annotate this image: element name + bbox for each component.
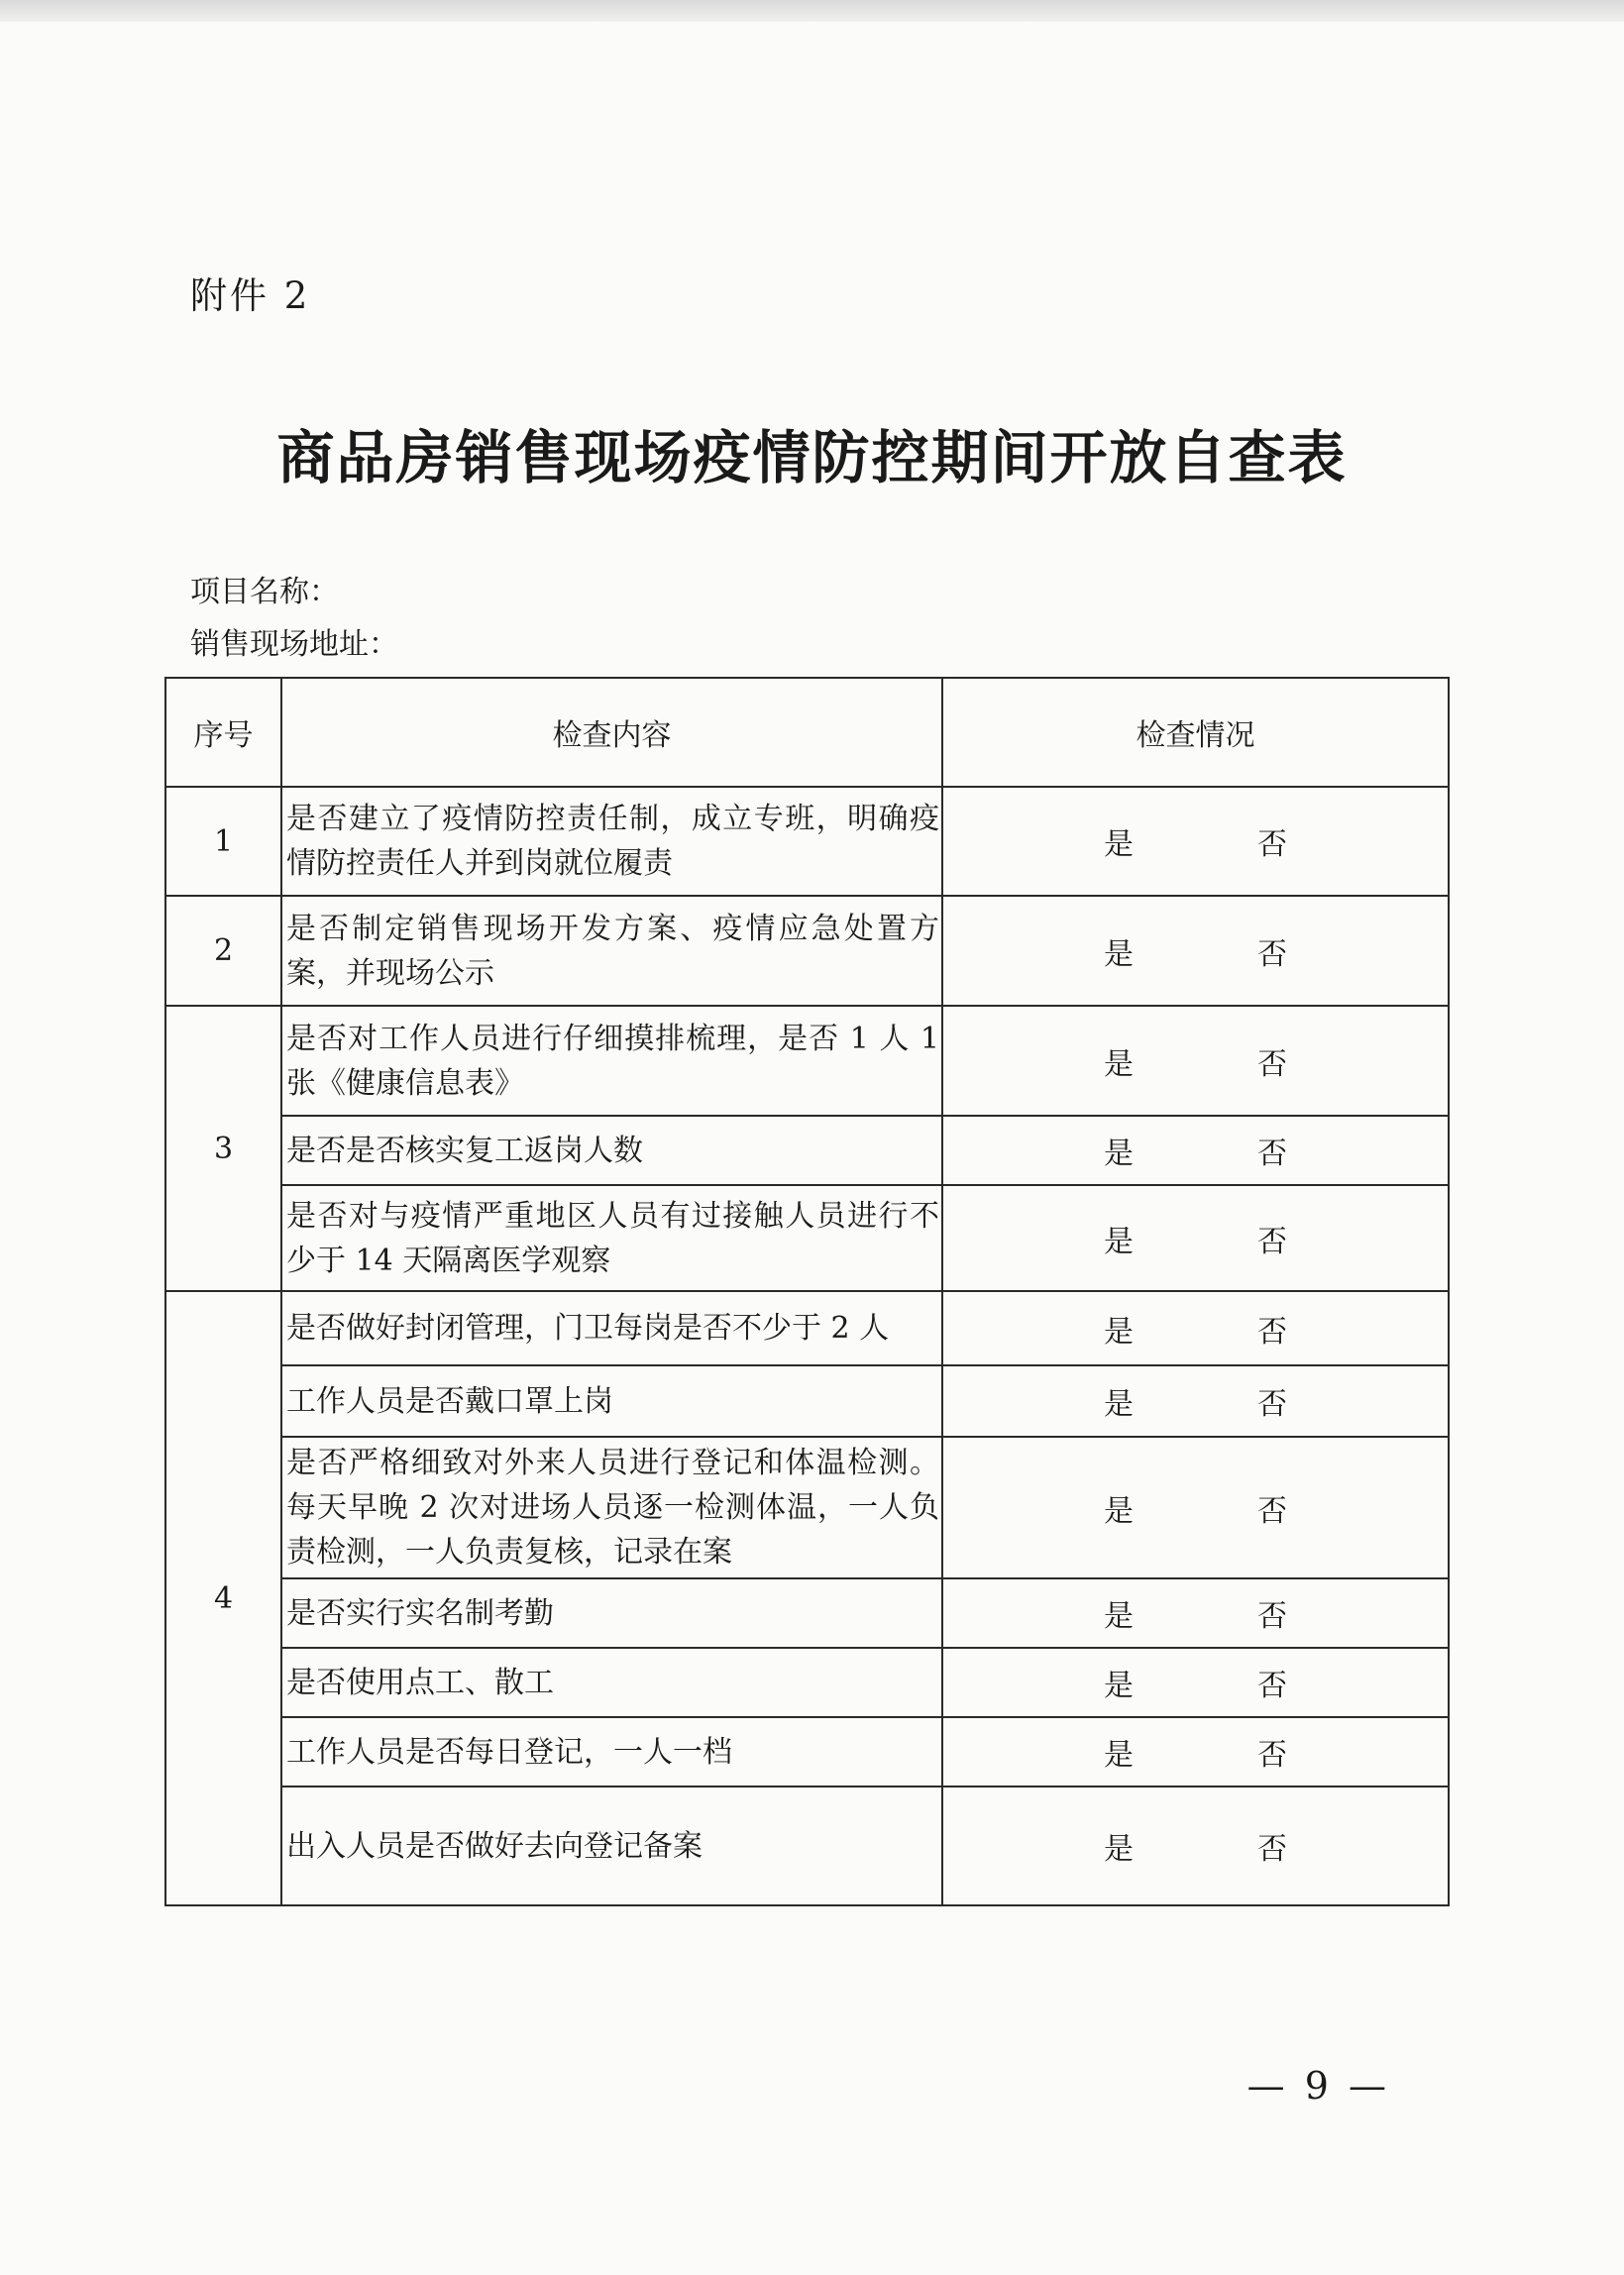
option-no[interactable]: 否	[1257, 827, 1287, 862]
check-content-cell: 是否严格细致对外来人员进行登记和体温检测。每天早晚 2 次对进场人员逐一检测体温，一人负责检测，一人负责复核，记录在案	[281, 1437, 942, 1578]
option-yes[interactable]: 是	[1104, 936, 1134, 972]
option-no[interactable]: 否	[1257, 1669, 1287, 1703]
table-row	[165, 1578, 1449, 1648]
option-yes[interactable]: 是	[1104, 1314, 1134, 1350]
self-check-table	[164, 677, 1450, 1906]
table-row	[165, 1116, 1449, 1185]
check-content-cell: 是否是否核实复工返岗人数	[281, 1116, 942, 1185]
check-content-cell: 出入人员是否做好去向登记备案	[281, 1787, 942, 1905]
check-status-cell	[942, 787, 1449, 896]
header-content: 检查内容	[281, 678, 942, 787]
option-no[interactable]: 否	[1257, 1314, 1287, 1350]
table-row	[165, 1648, 1449, 1717]
check-status-cell	[942, 1006, 1449, 1116]
option-no[interactable]: 否	[1257, 1738, 1287, 1773]
document-title: 商品房销售现场疫情防控期间开放自查表	[276, 424, 1348, 491]
table-row	[165, 1185, 1449, 1291]
header-status: 检查情况	[942, 678, 1449, 787]
check-status-cell	[942, 1291, 1449, 1365]
option-no[interactable]: 否	[1257, 1832, 1287, 1867]
check-content-cell: 是否使用点工、散工	[281, 1648, 942, 1717]
check-status-cell	[942, 896, 1449, 1006]
serial-number-cell: 4	[165, 1291, 281, 1905]
table-row	[165, 1291, 1449, 1365]
option-yes[interactable]: 是	[1104, 1832, 1134, 1867]
option-no[interactable]: 否	[1257, 1224, 1287, 1259]
table-header-row	[165, 678, 1449, 787]
option-yes[interactable]: 是	[1104, 1046, 1134, 1082]
serial-number-cell: 3	[165, 1006, 281, 1291]
scan-edge-shadow	[0, 0, 1624, 22]
check-content-cell: 是否建立了疫情防控责任制，成立专班，明确疫情防控责任人并到岗就位履责	[281, 787, 942, 896]
option-no[interactable]: 否	[1257, 1493, 1287, 1529]
check-status-cell	[942, 1717, 1449, 1787]
table-row	[165, 1437, 1449, 1578]
check-content-cell: 是否制定销售现场开发方案、疫情应急处置方案，并现场公示	[281, 896, 942, 1006]
option-yes[interactable]: 是	[1104, 1224, 1134, 1259]
check-status-cell	[942, 1116, 1449, 1185]
check-content-cell: 是否对工作人员进行仔细摸排梳理，是否 1 人 1 张《健康信息表》	[281, 1006, 942, 1116]
option-yes[interactable]: 是	[1104, 1493, 1134, 1529]
check-status-cell	[942, 1365, 1449, 1437]
table-row	[165, 1006, 1449, 1116]
check-status-cell	[942, 1648, 1449, 1717]
table-row	[165, 896, 1449, 1006]
option-no[interactable]: 否	[1257, 1599, 1287, 1634]
page-number: — 9 —	[1246, 2064, 1390, 2108]
check-status-cell	[942, 1437, 1449, 1578]
check-content-cell: 是否做好封闭管理，门卫每岗是否不少于 2 人	[281, 1291, 942, 1365]
check-content-cell: 工作人员是否戴口罩上岗	[281, 1365, 942, 1437]
site-address-label: 销售现场地址：	[190, 627, 398, 662]
option-no[interactable]: 否	[1257, 1137, 1287, 1171]
table-row	[165, 1787, 1449, 1905]
attachment-label: 附件 2	[190, 274, 311, 317]
option-yes[interactable]: 是	[1104, 1599, 1134, 1634]
header-serial: 序号	[165, 678, 281, 787]
option-no[interactable]: 否	[1257, 1387, 1287, 1422]
option-yes[interactable]: 是	[1104, 1669, 1134, 1703]
table-body	[165, 787, 1449, 1905]
option-no[interactable]: 否	[1257, 1046, 1287, 1082]
table-row	[165, 1365, 1449, 1437]
check-status-cell	[942, 1185, 1449, 1291]
option-no[interactable]: 否	[1257, 936, 1287, 972]
check-content-cell: 是否对与疫情严重地区人员有过接触人员进行不少于 14 天隔离医学观察	[281, 1185, 942, 1291]
table-row	[165, 1717, 1449, 1787]
option-yes[interactable]: 是	[1104, 1387, 1134, 1422]
option-yes[interactable]: 是	[1104, 1137, 1134, 1171]
serial-number-cell: 2	[165, 896, 281, 1006]
option-yes[interactable]: 是	[1104, 1738, 1134, 1773]
table-row	[165, 787, 1449, 896]
check-status-cell	[942, 1578, 1449, 1648]
check-content-cell: 工作人员是否每日登记，一人一档	[281, 1717, 942, 1787]
project-name-label: 项目名称：	[190, 575, 339, 609]
option-yes[interactable]: 是	[1104, 827, 1134, 862]
check-status-cell	[942, 1787, 1449, 1905]
serial-number-cell: 1	[165, 787, 281, 896]
check-content-cell: 是否实行实名制考勤	[281, 1578, 942, 1648]
